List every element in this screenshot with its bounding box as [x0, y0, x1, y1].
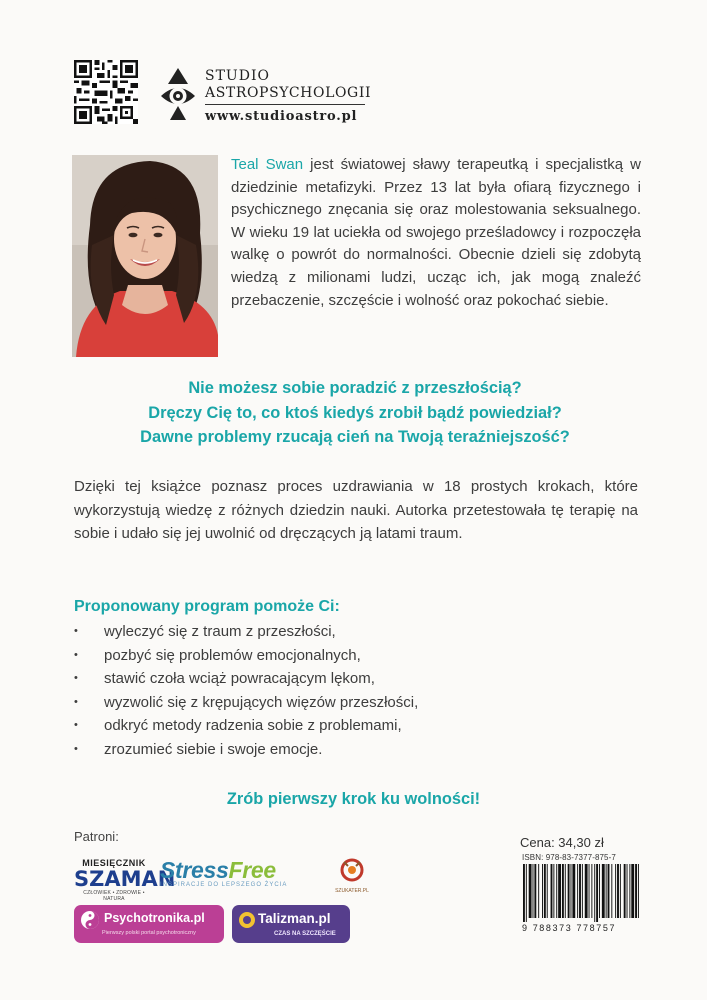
- patrons-label: Patroni:: [74, 829, 119, 844]
- barcode-bar: [547, 864, 548, 918]
- barcode-bar: [585, 864, 588, 918]
- list-item: • wyleczyć się z traum z przeszłości,: [74, 620, 418, 644]
- book-description: Dzięki tej książce poznasz proces uzdrawiania w 18 prostych krokach, które wykorzystują wiedzę z różnych dziedzin nauki. Autorka przetestowała tę terapię na sobie i udało się jej uwolnić od dręczących ją latami traum.: [74, 478, 638, 542]
- szukater-logo: [330, 858, 374, 894]
- talizman-name: Talizman.pl: [258, 911, 331, 926]
- barcode-bar: [558, 864, 561, 918]
- barcode-bar: [577, 864, 578, 918]
- barcode-bar: [627, 864, 628, 918]
- barcode-bar: [635, 864, 637, 918]
- barcode-number: 9 788373 778757: [522, 923, 617, 933]
- psychotronika-sub: Pierwszy polski portal psychotroniczny: [102, 930, 196, 936]
- barcode-bar: [568, 864, 570, 918]
- barcode-bar: [589, 864, 590, 918]
- barcode-bar: [629, 864, 630, 918]
- publisher-logo: [205, 68, 371, 124]
- barcode-bar: [611, 864, 612, 918]
- publisher-name-line1: STUDIO: [205, 68, 270, 84]
- publisher-name-line2: ASTROPSYCHOLOGII: [205, 85, 372, 101]
- yin-yang-icon: [80, 910, 100, 930]
- szaman-logo-sub: CZŁOWIEK • ZDROWIE • NATURA: [83, 890, 145, 902]
- barcode-bar: [579, 864, 581, 918]
- barcode-bar: [606, 864, 607, 918]
- price: Cena: 34,30 zł: [520, 835, 604, 850]
- question: Dręczy Cię to, co ktoś kiedyś zrobił bądź powiedział?: [148, 403, 562, 422]
- barcode-bar: [571, 864, 572, 918]
- call-to-action: Zrób pierwszy krok ku wolności!: [226, 790, 481, 808]
- list-item: • zrozumieć siebie i swoje emocje.: [74, 738, 418, 762]
- author-name: Teal Swan: [231, 156, 304, 173]
- barcode-bar: [523, 864, 525, 922]
- barcode-bar: [529, 864, 532, 918]
- barcode-bar: [615, 864, 616, 918]
- barcode: [522, 864, 640, 922]
- barcode-bar: [620, 864, 621, 918]
- barcode-bar: [551, 864, 553, 918]
- list-item: • wyzwolić się z krępujących więzów przeszłości,: [74, 691, 418, 715]
- list-item: • odkryć metody radzenia sobie z problemami,: [74, 714, 418, 738]
- szukater-icon: [338, 858, 366, 882]
- author-bio: [231, 154, 641, 312]
- psychotronika-name: Psychotronika.pl: [104, 911, 205, 925]
- barcode-bar: [544, 864, 546, 918]
- questions-block: [60, 376, 650, 450]
- stressfree-logo-b: Free: [228, 857, 276, 883]
- question: Dawne problemy rzucają cień na Twoją teraźniejszość?: [140, 428, 570, 446]
- barcode-bar: [562, 864, 564, 918]
- barcode-bar: [553, 864, 554, 918]
- question: Nie możesz sobie poradzić z przeszłością?: [188, 379, 522, 397]
- divider: [205, 104, 365, 105]
- barcode-bar: [599, 864, 600, 918]
- barcode-bar: [582, 864, 583, 918]
- barcode-bar: [526, 864, 527, 922]
- qr-code: [74, 60, 138, 124]
- barcode-bar: [533, 864, 534, 918]
- barcode-bar: [624, 864, 626, 918]
- list-item: • pozbyć się problemów emocjonalnych,: [74, 644, 418, 668]
- barcode-bar: [638, 864, 639, 918]
- psychotronika-logo: [74, 905, 224, 943]
- stressfree-logo-sub: INSPIRACJE DO LEPSZEGO ŻYCIA: [160, 882, 288, 888]
- talizman-logo: [232, 905, 350, 943]
- talizman-sub: CZAS NA SZCZĘŚCIE: [274, 931, 336, 937]
- publisher-website: www.studioastro.pl: [205, 109, 358, 124]
- barcode-bar: [591, 864, 592, 918]
- barcode-bar: [602, 864, 605, 918]
- barcode-bar: [534, 864, 536, 918]
- szaman-logo: [74, 858, 176, 902]
- szaman-logo-top: MIESIĘCZNIK: [82, 858, 146, 868]
- barcode-bar: [572, 864, 575, 918]
- szaman-logo-name: SZAMAN: [74, 867, 176, 891]
- author-photo: [72, 155, 218, 357]
- barcode-bar: [542, 864, 543, 918]
- stressfree-logo: [160, 858, 287, 888]
- stressfree-logo-a: Stress: [160, 857, 229, 883]
- barcode-bar: [538, 864, 539, 918]
- isbn: ISBN: 978-83-7377-875-7: [522, 853, 616, 862]
- barcode-bar: [608, 864, 610, 918]
- talizman-icon: [238, 911, 256, 929]
- barcode-bar: [556, 864, 557, 918]
- program-list: [74, 620, 418, 762]
- szukater-logo-text: SZUKATER.PL: [335, 888, 369, 894]
- studio-astropsychologii-logo-icon: [158, 66, 198, 122]
- list-item: • stawić czoła wciąż powracającym lękom,: [74, 667, 418, 691]
- barcode-bar: [596, 864, 598, 922]
- author-bio-text: jest światowej sławy terapeutką i specjalistką w dziedzinie metafizyki. Przez 13 lat była ofiarą fizycznego i psychicznego znęcania się oraz molestowania seksualnego. W wieku 19 lat uciekła od swojego prześladowcy i rozpoczęła walkę o powrót do normalności. Obecnie dzieli się zdobytą wiedzą z milionami ludzi, ucząc ich, jak mogą znaleźć przebaczenie, szczęście i wolność oraz pokochać siebie.: [231, 156, 641, 309]
- barcode-bar: [617, 864, 619, 918]
- barcode-bar: [594, 864, 595, 922]
- barcode-bar: [565, 864, 566, 918]
- program-title: Proponowany program pomoże Ci:: [74, 598, 340, 615]
- barcode-bar: [631, 864, 634, 918]
